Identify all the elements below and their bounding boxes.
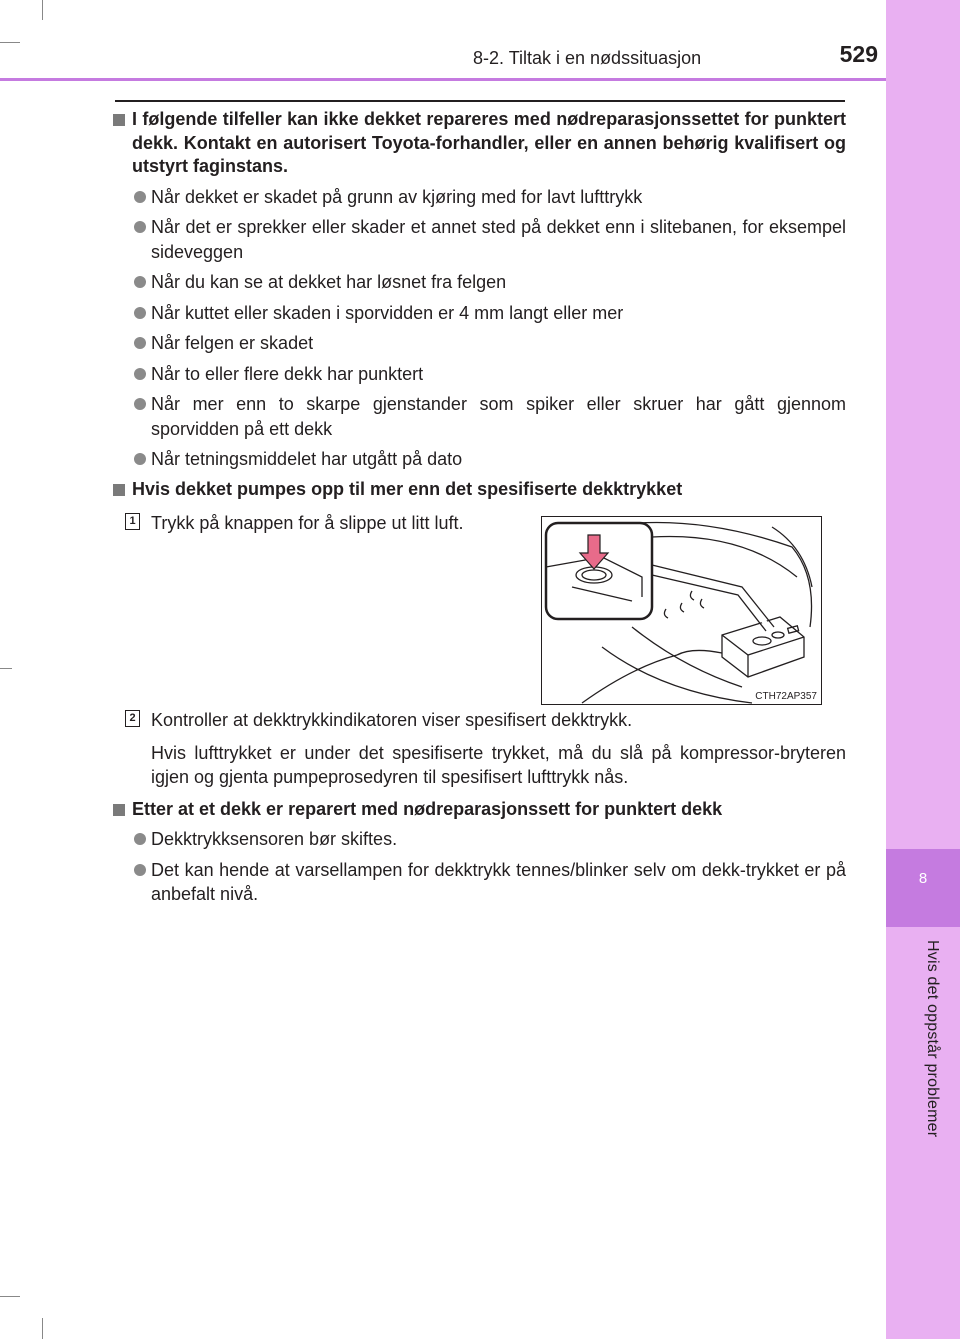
list-item: Når mer enn to skarpe gjenstander som spiker eller skruer har gått gjennom sporvidden på ett dekk (113, 392, 846, 441)
chapter-title: Hvis det oppstår problemer (924, 940, 941, 1138)
list-item: Når kuttet eller skaden i sporvidden er 4 mm langt eller mer (113, 301, 846, 326)
list-item: Det kan hende at varsellampen for dekktrykk tennes/blinker selv om dekk-trykket er på anbefalt nivå. (113, 858, 846, 907)
section-title: 8-2. Tiltak i en nødssituasjon (473, 48, 702, 68)
list-item: Når det er sprekker eller skader et annet sted på dekket enn i slitebanen, for eksempel sideveggen (113, 215, 846, 264)
step-1: 1 Trykk på knappen for å slippe ut litt luft. (113, 511, 846, 706)
circle-bullet-icon (134, 276, 146, 288)
circle-bullet-icon (134, 453, 146, 465)
circle-bullet-icon (134, 398, 146, 410)
circle-bullet-icon (134, 221, 146, 233)
circle-bullet-icon (134, 368, 146, 380)
chapter-number-box (886, 849, 960, 927)
circle-bullet-icon (134, 864, 146, 876)
section-heading: I følgende tilfeller kan ikke dekket repareres med nødreparasjonssettet for punktert dekk. Kontakt en autorisert Toyota-forhandler, eller en annen behørig kvalifisert og utstyrt faginstans. (113, 108, 846, 179)
page-number: 529 (839, 41, 878, 67)
figure-code: CTH72AP357 (755, 691, 817, 702)
square-bullet-icon (113, 484, 125, 496)
list-item: Når to eller flere dekk har punktert (113, 362, 846, 387)
circle-bullet-icon (134, 833, 146, 845)
section-heading: Etter at et dekk er reparert med nødreparasjonssett for punktert dekk (113, 798, 846, 822)
section-heading: Hvis dekket pumpes opp til mer enn det spesifiserte dekktrykket (113, 478, 846, 502)
circle-bullet-icon (134, 307, 146, 319)
content-top-rule (115, 100, 845, 102)
square-bullet-icon (113, 804, 125, 816)
circle-bullet-icon (134, 191, 146, 203)
page-content (113, 108, 846, 913)
compressor-release-button-drawing (542, 517, 821, 704)
tire-compressor-illustration (541, 516, 822, 705)
circle-bullet-icon (134, 337, 146, 349)
step-2: 2 Kontroller at dekktrykkindikatoren viser spesifisert dekktrykk. (113, 708, 846, 733)
header-rule (0, 78, 886, 81)
square-bullet-icon (113, 114, 125, 126)
step-2-note: Hvis lufttrykket er under det spesifiserte trykket, må du slå på kompressor-bryteren igjen og gjenta pumpeprosedyren til spesifisert lufttrykk nås. (151, 742, 846, 787)
step-number: 2 (125, 710, 140, 727)
chapter-number: 8 (918, 870, 928, 887)
list-item: Når dekket er skadet på grunn av kjøring med for lavt lufttrykk (113, 185, 846, 210)
list-item: Når tetningsmiddelet har utgått på dato (113, 447, 846, 472)
list-item: Når du kan se at dekket har løsnet fra felgen (113, 270, 846, 295)
list-item: Når felgen er skadet (113, 331, 846, 356)
list-item: Dekktrykksensoren bør skiftes. (113, 827, 846, 852)
step-number: 1 (125, 513, 140, 530)
